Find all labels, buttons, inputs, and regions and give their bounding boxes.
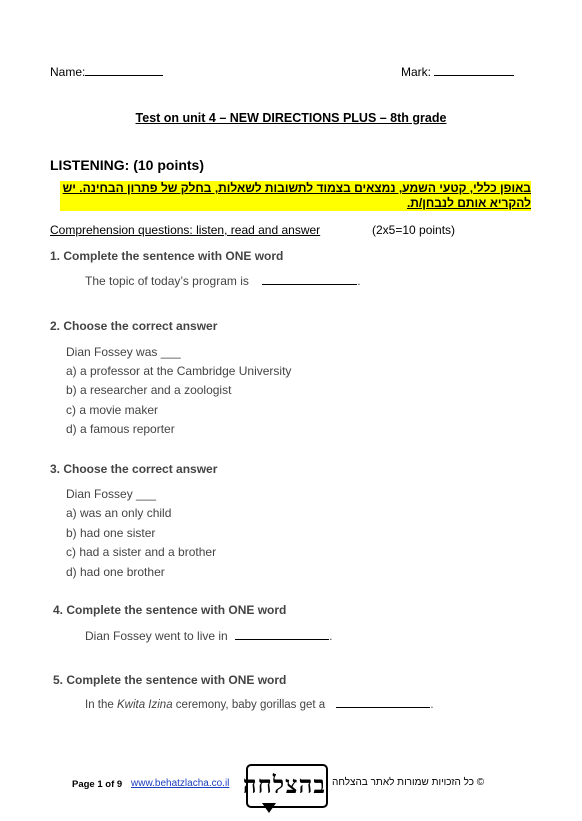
logo (242, 764, 328, 808)
name-blank (85, 74, 163, 76)
question-5-heading: 5. Complete the sentence with ONE word (53, 673, 287, 687)
question-1-period: . (357, 274, 361, 288)
question-3-option-d: d) had one brother (66, 565, 165, 579)
question-4-heading: 4. Complete the sentence with ONE word (53, 603, 287, 617)
section-title: LISTENING: (10 points) (50, 157, 204, 173)
question-2-option-c: c) a movie maker (66, 403, 159, 417)
mark-blank (434, 74, 514, 76)
answer-blank-5 (336, 706, 430, 708)
hebrew-note: באופן כללי, קטעי השמע, נמצאים בצמוד לתשובות לשאלות, בחלק של פתרון הבחינה. יש להקריא אותם לנבחן/ת. (60, 181, 531, 211)
question-5-period: . (430, 699, 434, 711)
answer-blank-1 (262, 283, 357, 285)
question-3-heading: 3. Choose the correct answer (50, 462, 218, 476)
question-4-period: . (329, 629, 333, 643)
question-2-option-d: d) a famous reporter (66, 422, 175, 436)
question-1-sentence (85, 274, 361, 288)
question-4-text: Dian Fossey went to live in (85, 629, 228, 643)
question-5-text-start: In the (85, 699, 114, 711)
question-5-sentence (85, 699, 434, 711)
answer-blank-4 (235, 638, 329, 640)
copyright-notice: © כל הזכויות שמורות לאתר בהצלחה (332, 777, 485, 788)
question-2-stem: Dian Fossey was ___ (66, 345, 181, 359)
page-number: Page 1 of 9 (72, 779, 123, 790)
question-5-text-middle: ceremony, baby gorillas get a (175, 699, 326, 711)
question-3-option-a: a) was an only child (66, 506, 172, 520)
question-3-stem: Dian Fossey ___ (66, 487, 157, 501)
question-2-option-b: b) a researcher and a zoologist (66, 383, 232, 397)
instructions-points: (2x5=10 points) (372, 223, 456, 237)
website-link[interactable]: www.behatzlacha.co.il (131, 778, 230, 789)
question-2-option-a: a) a professor at the Cambridge University (66, 364, 292, 378)
mark-label: Mark: (401, 65, 431, 79)
mark-field (401, 65, 514, 79)
page-title: Test on unit 4 – NEW DIRECTIONS PLUS – 8th grade (135, 111, 447, 125)
question-3-option-c: c) had a sister and a brother (66, 545, 217, 559)
name-field (50, 65, 163, 79)
question-1-heading: 1. Complete the sentence with ONE word (50, 249, 284, 263)
question-4-sentence (85, 629, 332, 643)
question-5-italic-term: Kwita Izina (116, 699, 173, 711)
question-2-heading: 2. Choose the correct answer (50, 319, 218, 333)
logo-tail (262, 803, 276, 813)
logo-text: בהצלחה (242, 770, 326, 799)
question-1-text: The topic of today’s program is (85, 274, 249, 288)
question-3-option-b: b) had one sister (66, 526, 156, 540)
instructions-label: Comprehension questions: listen, read and answer (50, 223, 321, 237)
name-label: Name: (50, 65, 86, 79)
